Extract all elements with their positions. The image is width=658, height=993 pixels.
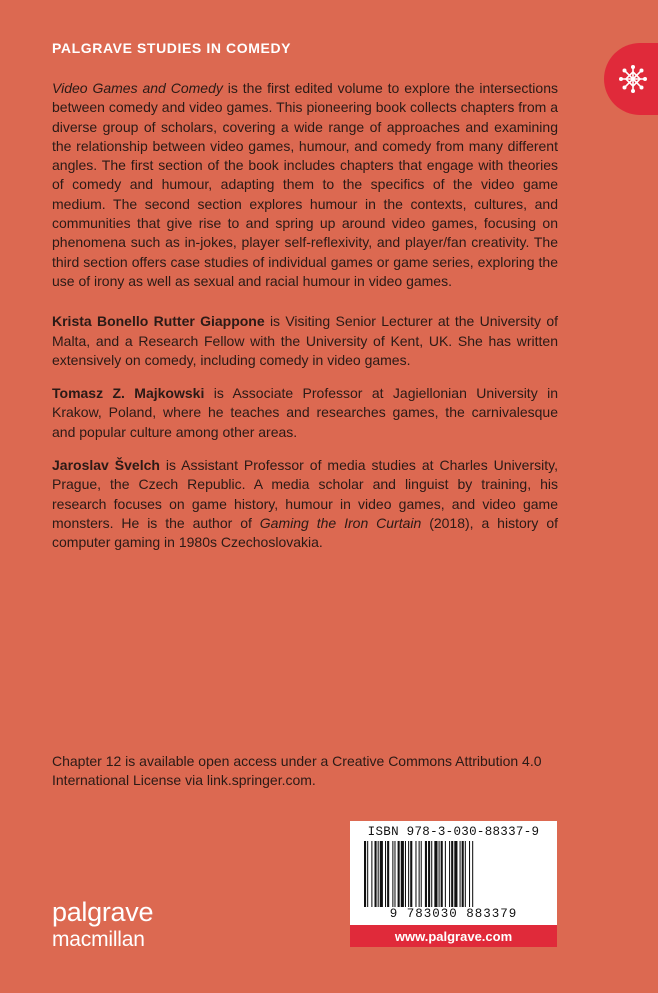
barcode-bar [454,841,457,907]
back-cover-text [52,79,558,567]
barcode-bar [434,841,437,907]
editor-bio-text: is Assistant Professor of media studies at Charles University, Prague, the Czech Republic. A media scholar and linguist by training, his research focuses on game history, humour in video games, and video game monsters. He is the author of [52,457,558,531]
barcode-bar [431,841,432,907]
barcode-bars [364,841,544,907]
barcode-bar [465,841,466,907]
barcode-bar [408,841,409,907]
barcode-bar [367,841,368,907]
barcode-bar [375,841,377,907]
website-link[interactable]: www.palgrave.com [350,925,557,947]
barcode-bar [460,841,461,907]
barcode-bar [445,841,446,907]
editor-name: Jaroslav Švelch [52,457,160,474]
barcode-bar [428,841,430,907]
publisher-logo [52,899,153,950]
barcode-bar [441,841,443,907]
barcode-bar [472,841,473,907]
barcode-bar [451,841,453,907]
editor-name: Tomasz Z. Majkowski [52,385,205,402]
barcode-bar [364,841,366,907]
isbn-barcode [350,821,557,925]
barcode-bar [385,841,386,907]
cited-book-title: Gaming the Iron Curtain [259,514,422,531]
editor-bio [52,312,558,370]
barcode-bar [387,841,389,907]
publisher-logo-line1: palgrave [52,897,154,927]
barcode-bar [419,841,420,907]
book-title: Video Games and Comedy [52,80,223,96]
editor-bio-text: is Associate Professor at Jagiellonian University in Krakow, Poland, where he teaches and researches games, the carnivalesque and popular culture among other areas. [52,385,558,440]
barcode-bar [394,841,395,907]
barcode-bar [380,841,383,907]
barcode-bar [371,841,372,907]
series-title: PALGRAVE STUDIES IN COMEDY [52,40,292,56]
barcode-bar [401,841,404,907]
editor-bio-text: is Visiting Senior Lecturer at the University of Malta, and a Research Fellow with the University of Kent, UK. She has written extensively on comedy, including comedy in video games. [52,313,559,368]
editor-bio [52,456,558,552]
isbn-label: ISBN 978-3-030-88337-9 [367,825,540,839]
editor-bio-text-end: (2018), a history of computer gaming in 1980s Czechoslovakia. [52,514,558,551]
barcode-bar [405,841,406,907]
barcode-bar [415,841,416,907]
barcode-bar [421,841,422,907]
blurb-text: is the first edited volume to explore the intersections between comedy and video games. This pioneering book collects chapters from a diverse group of scholars, covering a wide range of approaches and examining the relationship between video games, humour, and comedy from many different angles. The first section of the book includes chapters that engage with theories of comedy and humour, adapting them to the specifics of the video game medium. The second section explores humour in the contexts, cultures, and communities that give rise to and spring up around video games, focusing on phenomena such as in-jokes, player self-reflexivity, and player/fan creativity. The third section offers case studies of individual games or game series, exploring the use of irony as well as sexual and racial humour in video games. [52,80,558,289]
publisher-logo-line2: macmillan [52,928,145,951]
barcode-bar [392,841,393,907]
palgrave-star-icon [618,64,648,94]
barcode-bar [378,841,379,907]
barcode-bar [410,841,412,907]
barcode-bar [439,841,440,907]
open-access-note: Chapter 12 is available open access under a Creative Commons Attribution 4.0 International License via link.springer.com. [52,753,542,789]
barcode-bar [398,841,400,907]
barcode-bar [425,841,427,907]
publisher-tab [604,43,658,115]
barcode-bar [449,841,450,907]
barcode-bar [469,841,470,907]
editor-name: Krista Bonello Rutter Giappone [52,313,265,330]
barcode-bar [462,841,464,907]
barcode-digits: 9 783030 883379 [389,907,518,921]
editor-bio [52,384,558,442]
book-blurb [52,79,558,291]
